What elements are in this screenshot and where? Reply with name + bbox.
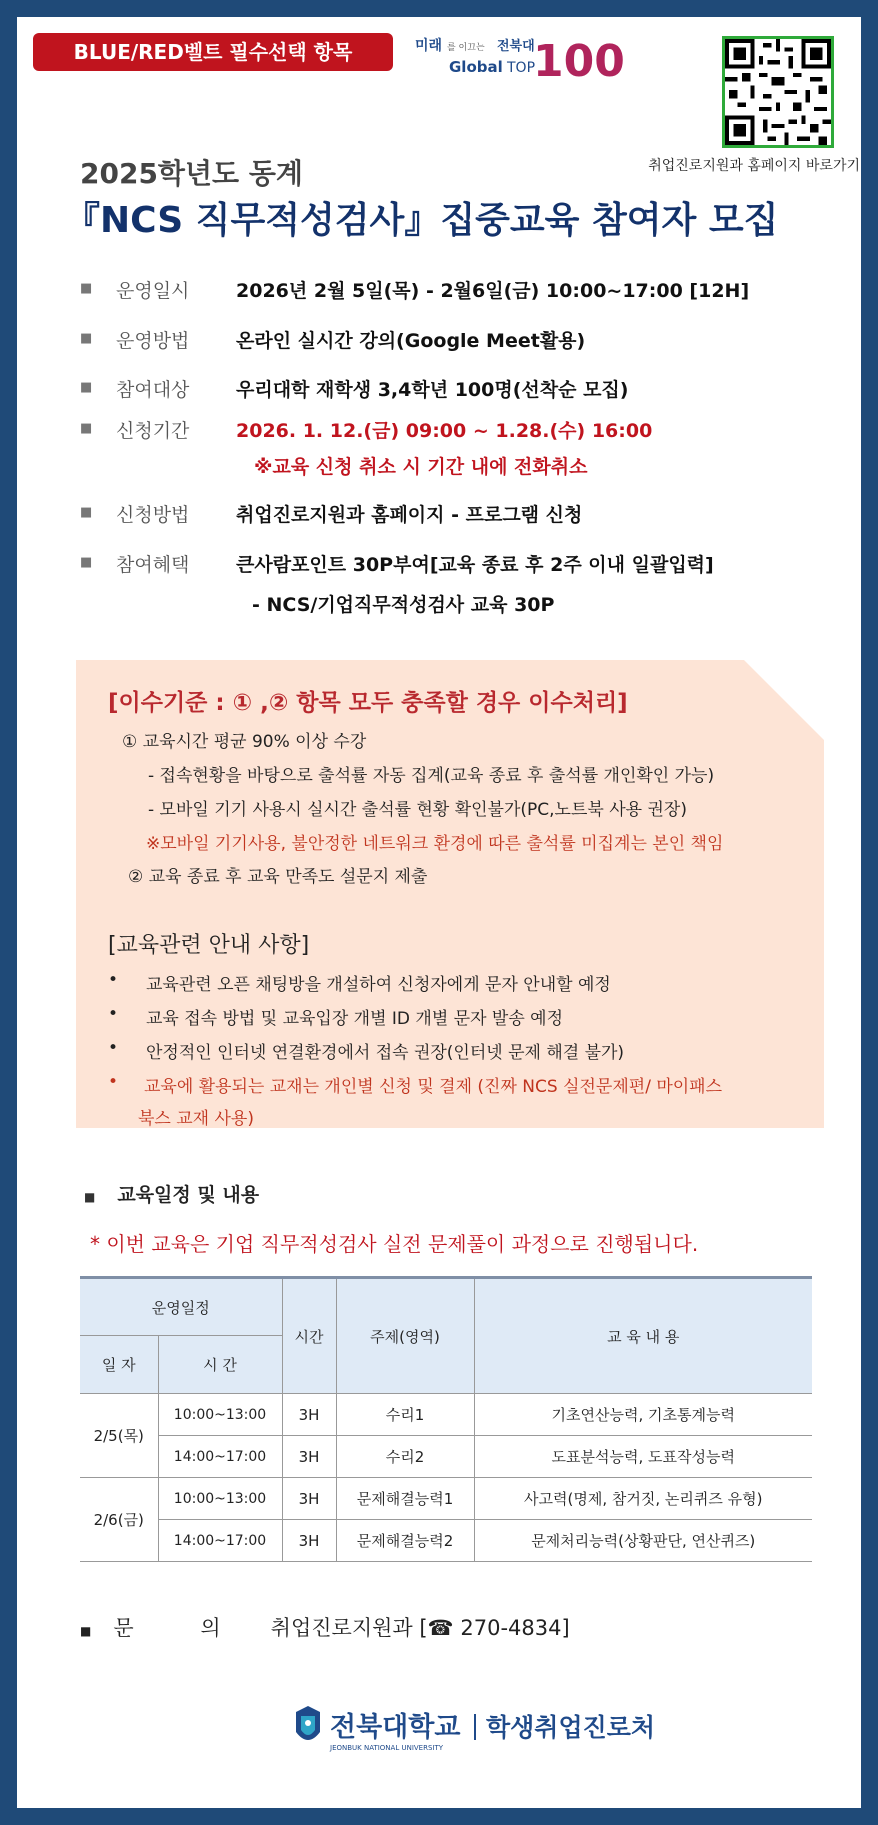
info-label: 신청기간 (116, 420, 190, 442)
svg-text:Global: Global (449, 58, 503, 76)
bullet-icon: • (108, 1004, 119, 1024)
info-value: 취업진로지원과 홈페이지 - 프로그램 신청 (236, 504, 583, 526)
notice-title: [교육관련 안내 사항] (108, 933, 310, 958)
contact-line (80, 1612, 570, 1642)
bullet-icon: • (108, 970, 119, 990)
col-date: 일 자 (80, 1336, 158, 1394)
time-cell: 10:00~13:00 (158, 1478, 282, 1520)
contact-phone[interactable]: 270-4834] (453, 1616, 570, 1640)
info-value: 큰사람포인트 30P부여[교육 종료 후 2주 이내 일괄입력] (236, 554, 714, 576)
phone-icon: ☎ (427, 1616, 454, 1640)
info-value: 온라인 실시간 강의(Google Meet활용) (236, 330, 586, 352)
topic-cell: 문제해결능력1 (336, 1478, 474, 1520)
notice-item (108, 1004, 564, 1029)
criteria-sub-2: - 모바일 기기 사용시 실시간 출석률 현황 확인불가(PC,노트북 사용 권장) (148, 800, 687, 820)
hours-cell: 3H (282, 1394, 336, 1436)
benefit-note: - NCS/기업직무적성검사 교육 30P (252, 594, 555, 616)
box-corner (744, 660, 824, 740)
notice-text: 교육에 활용되는 교재는 개인별 신청 및 결제 (진짜 NCS 실전문제편/ 마이패스 (144, 1077, 723, 1097)
bullet-icon: • (108, 1072, 119, 1092)
contact-label: 문 의 (113, 1616, 221, 1640)
date-cell: 2/5(목) (80, 1394, 158, 1478)
bullet-icon: ■ (80, 421, 93, 436)
notice-text: 교육관련 오픈 채팅방을 개설하여 신청자에게 문자 안내할 예정 (146, 975, 611, 995)
contact-dept: 취업진로지원과 [ (270, 1616, 428, 1640)
university-emblem-icon (296, 1706, 320, 1740)
bullet-icon: ■ (80, 1624, 92, 1638)
hours-cell: 3H (282, 1436, 336, 1478)
criteria-warning: ※모바일 기기사용, 불안정한 네트워크 환경에 따른 출석률 미집계는 본인 책임 (146, 834, 724, 854)
bullet-icon: ■ (80, 281, 93, 296)
bullet-icon: ■ (80, 331, 93, 346)
criteria-title: [이수기준 : ① ,② 항목 모두 충족할 경우 이수처리] (108, 690, 628, 716)
time-cell: 14:00~17:00 (158, 1436, 282, 1478)
info-label: 운영일시 (116, 280, 190, 302)
col-topic: 주제(영역) (336, 1278, 474, 1394)
schedule-heading (84, 1180, 259, 1207)
info-value: 2026년 2월 5일(목) - 2월6일(금) 10:00~17:00 [12H] (236, 280, 750, 302)
info-value: 우리대학 재학생 3,4학년 100명(선착순 모집) (236, 379, 629, 401)
table-row (80, 1394, 812, 1436)
time-cell: 14:00~17:00 (158, 1520, 282, 1562)
hours-cell: 3H (282, 1478, 336, 1520)
content-cell: 기초연산능력, 기초통계능력 (474, 1394, 812, 1436)
topic-cell: 수리1 (336, 1394, 474, 1436)
info-label: 신청방법 (116, 504, 190, 526)
topic-cell: 수리2 (336, 1436, 474, 1478)
info-label: 참여대상 (116, 379, 190, 401)
page-title: 『NCS 직무적성검사』집중교육 참여자 모집 (64, 200, 779, 241)
notice-item (108, 1038, 625, 1063)
bullet-icon: ■ (80, 380, 93, 395)
notice-text: 교육 접속 방법 및 교육입장 개별 ID 개별 문자 발송 예정 (146, 1009, 564, 1029)
bullet-icon: • (108, 1038, 119, 1058)
svg-text:TOP: TOP (507, 60, 536, 76)
content-cell: 도표분석능력, 도표작성능력 (474, 1436, 812, 1478)
schedule-table (80, 1276, 812, 1562)
notice-item (108, 970, 611, 995)
table-row (80, 1478, 812, 1520)
notice-text: 안정적인 인터넷 연결환경에서 접속 권장(인터넷 문제 해결 불가) (146, 1043, 625, 1063)
date-cell: 2/6(금) (80, 1478, 158, 1562)
topic-cell: 문제해결능력2 (336, 1520, 474, 1562)
col-hours: 시간 (282, 1278, 336, 1394)
notice-text-cont: 북스 교재 사용) (138, 1109, 254, 1129)
criteria-sub-1: - 접속현황을 바탕으로 출석률 자동 집계(교육 종료 후 출석률 개인확인 가능) (148, 766, 715, 786)
info-label: 운영방법 (116, 330, 190, 352)
col-time: 시 간 (158, 1336, 282, 1394)
svg-text:100: 100 (533, 36, 625, 87)
schedule-note: * 이번 교육은 기업 직무적성검사 실전 문제풀이 과정으로 진행됩니다. (90, 1232, 699, 1256)
hours-cell: 3H (282, 1520, 336, 1562)
cancel-note: ※교육 신청 취소 시 기간 내에 전화취소 (254, 456, 588, 478)
time-cell: 10:00~13:00 (158, 1394, 282, 1436)
table-row (80, 1520, 812, 1562)
qr-caption[interactable]: 취업진로지원과 홈페이지 바로가기 (648, 158, 860, 174)
belt-badge: BLUE/RED벨트 필수선택 항목 (33, 33, 393, 71)
svg-text:전북대: 전북대 (497, 39, 535, 54)
svg-text:를 이끄는: 를 이끄는 (447, 43, 485, 53)
year-line: 2025학년도 동계 (80, 157, 303, 190)
schedule-heading-text: 교육일정 및 내용 (117, 1184, 260, 1206)
col-ops: 운영일정 (80, 1278, 282, 1336)
col-content: 교 육 내 용 (474, 1278, 812, 1394)
svg-text:전북대학교: 전북대학교 (330, 1712, 461, 1743)
content-cell: 문제처리능력(상황판단, 연산퀴즈) (474, 1520, 812, 1562)
criteria-item-1: ① 교육시간 평균 90% 이상 수강 (122, 732, 367, 752)
bullet-icon: ■ (80, 555, 93, 570)
bullet-icon: ■ (80, 505, 93, 520)
svg-text:학생취업진로처: 학생취업진로처 (486, 1713, 656, 1742)
global-top100-logo (415, 30, 625, 87)
qr-code[interactable] (722, 36, 834, 148)
notice-item-textbook (108, 1072, 723, 1097)
university-logo (290, 1702, 680, 1758)
info-value: 2026. 1. 12.(금) 09:00 ~ 1.28.(수) 16:00 (236, 420, 653, 442)
bullet-icon: ■ (84, 1190, 96, 1204)
info-label: 참여혜택 (116, 554, 190, 576)
criteria-item-2: ② 교육 종료 후 교육 만족도 설문지 제출 (128, 867, 428, 887)
content-cell: 사고력(명제, 참거짓, 논리퀴즈 유형) (474, 1478, 812, 1520)
svg-text:JEONBUK NATIONAL UNIVERSITY: JEONBUK NATIONAL UNIVERSITY (330, 1744, 444, 1752)
table-row (80, 1436, 812, 1478)
svg-text:미래: 미래 (415, 38, 443, 54)
